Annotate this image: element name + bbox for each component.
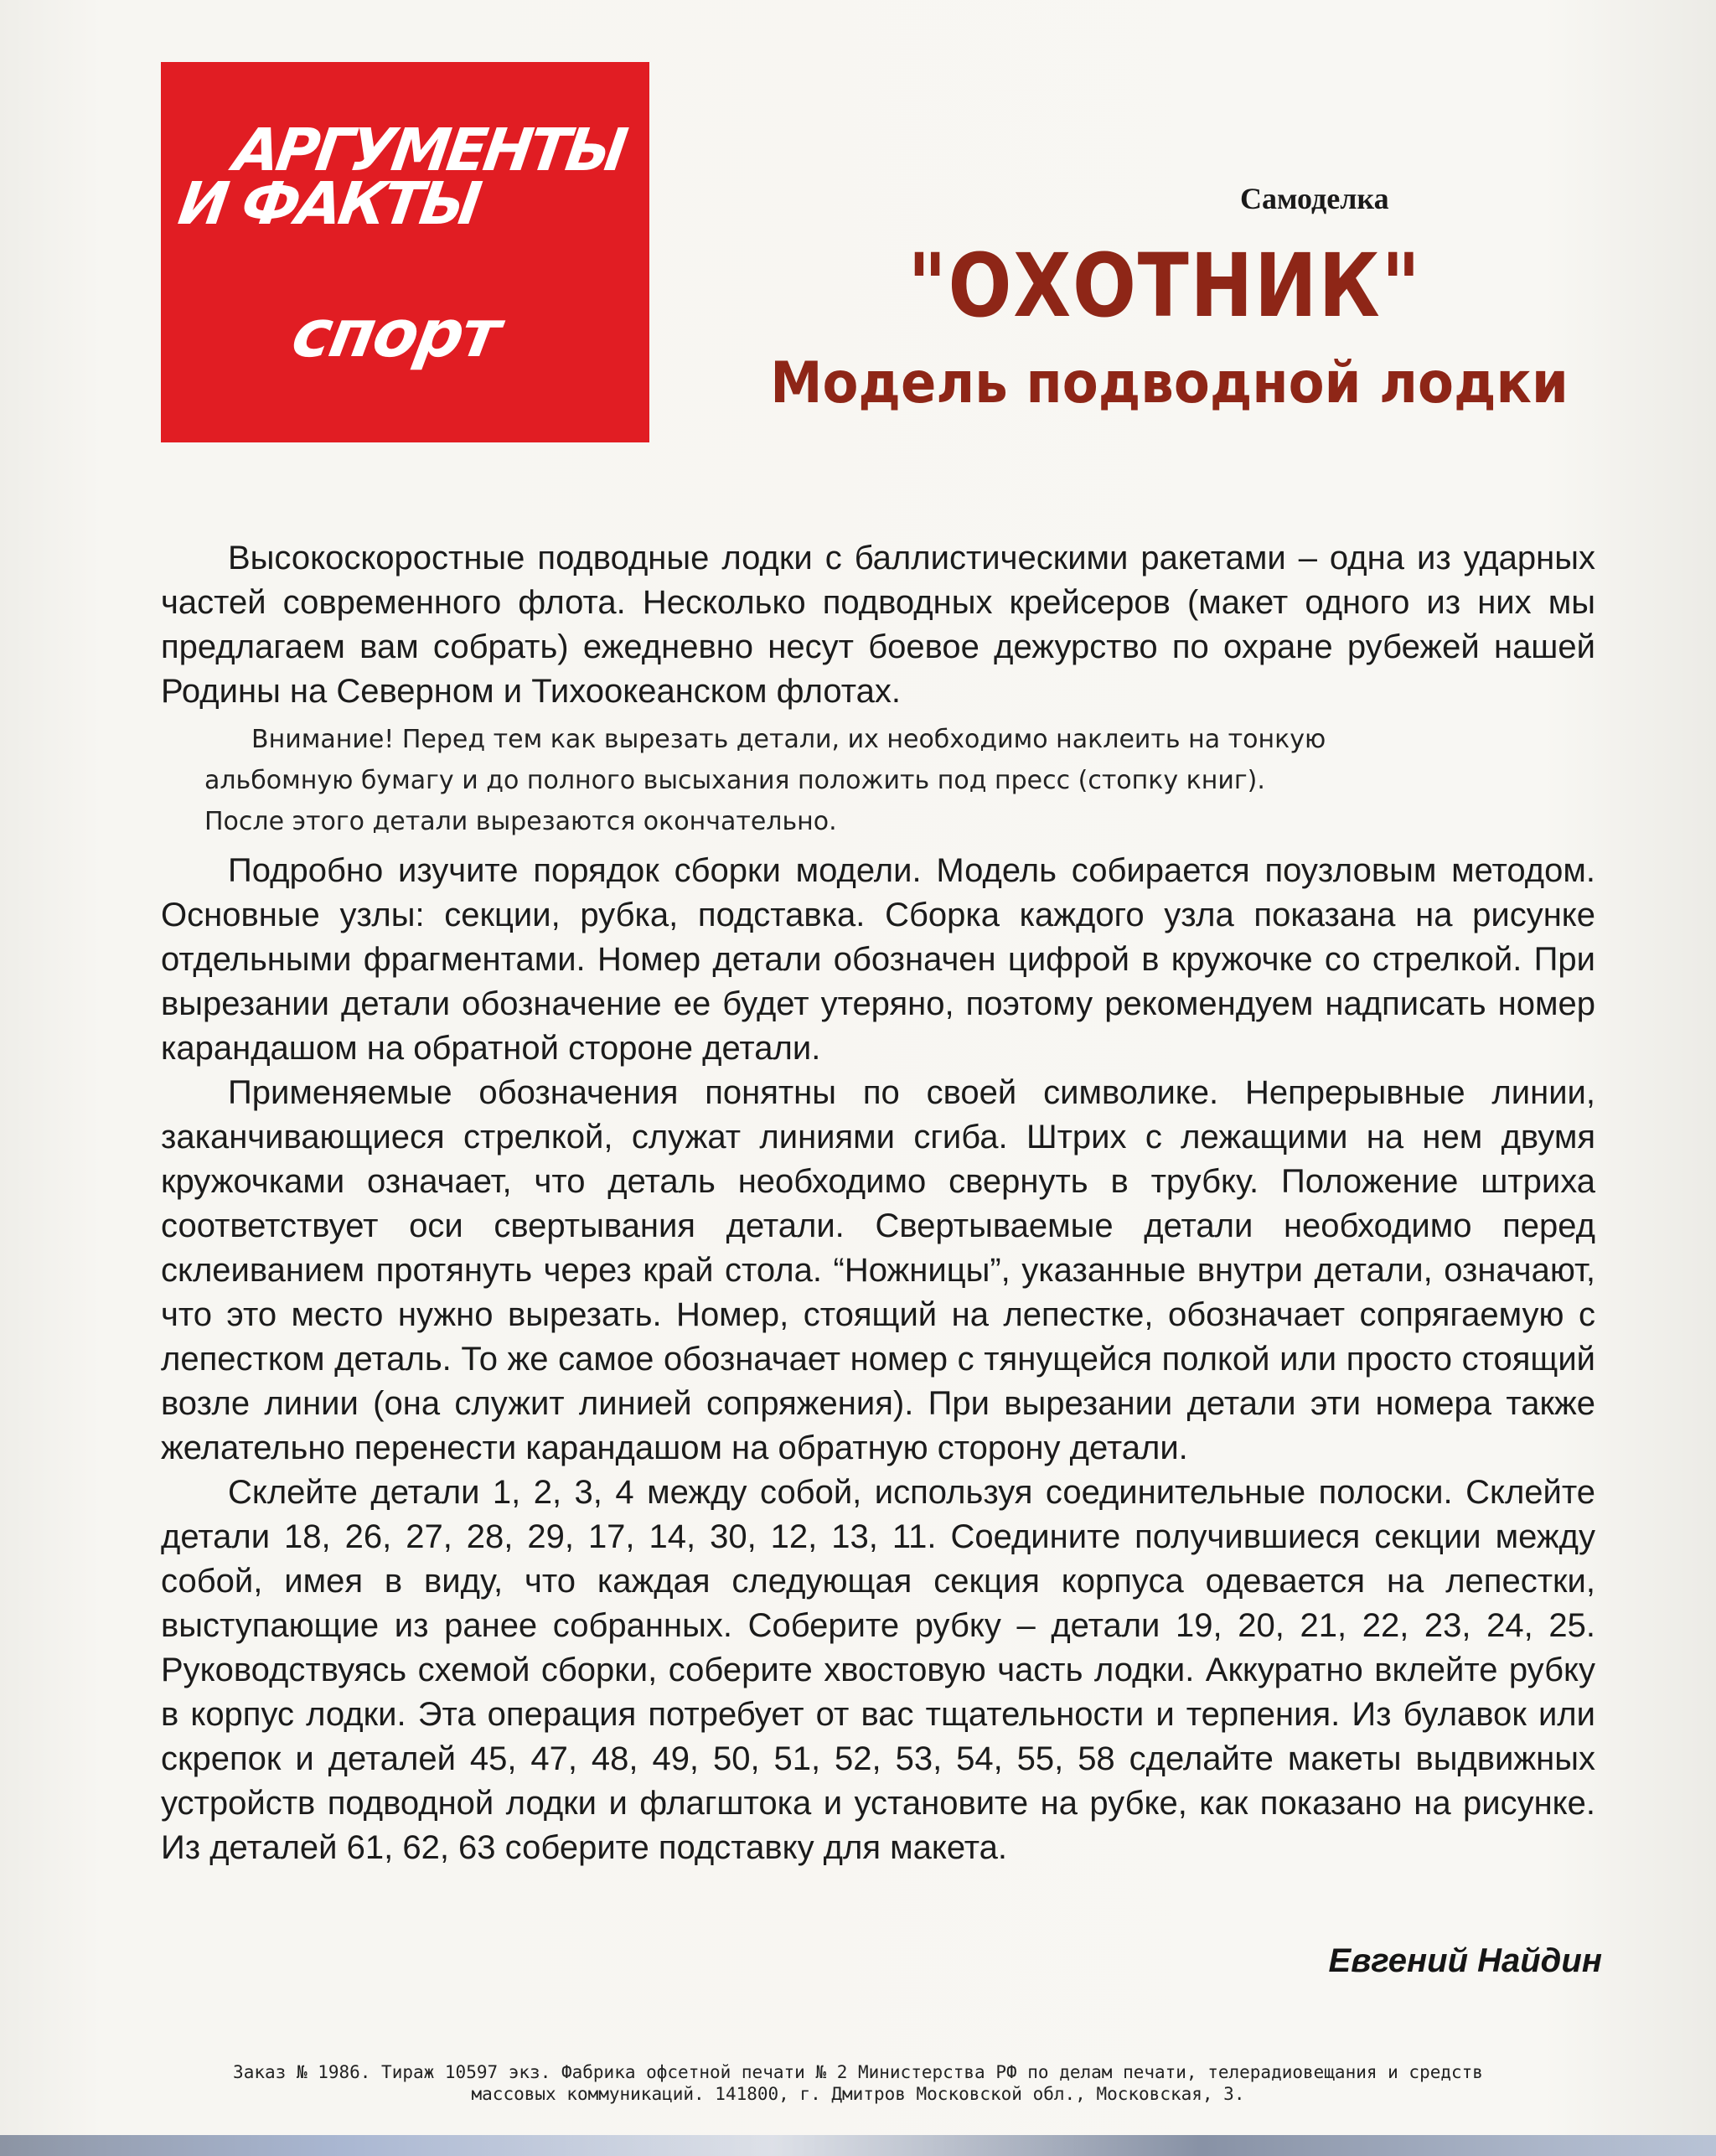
paragraph-instructions: Склейте детали 1, 2, 3, 4 между собой, используя соединительные полоски. Склейте детали 18, 26, 27, 28, 29, 17, 14, 30, 12, 13, 11. Соедините получившиеся секции между собой, имея в виду, что каждая следующая секция корпуса одевается на лепестки, выступающие из ранее собранных. Соберите рубку – детали 19, 20, 21, 22, 23, 24, 25. Руководствуясь схемой сборки, соберите хвостовую часть лодки. Аккуратно вклейте рубку в корпус лодки. Эта операция потребует от вас тщательности и терпения. Из булавок или скрепок и деталей 45, 47, 48, 49, 50, 51, 52, 53, 54, 55, 58 сделайте макеты выдвижных устройств подводной лодки и флагштока и установите на рубке, как показано на рисунке. Из деталей 61, 62, 63 соберите подставку для макета. [161,1474,1595,1866]
logo-title-line-2: И ФАКТЫ [174,169,483,238]
publisher-logo [161,62,649,442]
note-line: альбомную бумагу и до полного высыхания положить под пресс (стопку книг). [204,766,1265,795]
imprint-line-2: массовых коммуникаций. 141800, г. Дмитров Московской обл., Московская, 3. [471,2084,1245,2104]
page-title: "ОХОТНИК" [907,235,1422,337]
article-body [161,536,1595,1870]
warning-note [204,719,1662,842]
paragraph-symbols: Применяемые обозначения понятны по своей символике. Непрерывные линии, заканчивающиеся стрелкой, служат линиями сгиба. Штрих с лежащими на нем двумя кружочками означает, что деталь необходимо свернуть в трубку. Положение штриха соответствует оси свертывания детали. Свертываемые детали необходимо перед склеиванием протянуть через край стола. “Ножницы”, указанные внутри детали, означают, что это место нужно вырезать. Номер, стоящий на лепестке, обозначает сопрягаемую с лепестком деталь. То же самое обозначает номер с тянущейся полкой или просто стоящий возле линии (она служит линией сопряжения). При вырезании детали эти номера также желательно перенести карандашом на обратную сторону детали. [161,1074,1595,1466]
note-line: Внимание! Перед тем как вырезать детали, их необходимо наклеить на тонкую [251,725,1326,754]
author-name: Евгений Найдин [1328,1942,1602,1979]
paragraph-assembly-order: Подробно изучите порядок сборки модели. Модель собирается поузловым методом. Основные узлы: секции, рубка, подставка. Сборка каждого узла показана на рисунке отдельными фрагментами. Номер детали обозначен цифрой в кружочке со стрелкой. При вырезании детали обозначение ее будет утеряно, поэтому рекомендуем надписать номер карандашом на обратной стороне детали. [161,852,1595,1067]
imprint-line-1: Заказ № 1986. Тираж 10597 экз. Фабрика офсетной печати № 2 Министерства РФ по делам печати, телерадиовещания и средств [233,2062,1483,2082]
imprint-footer [134,2061,1582,2105]
note-line: После этого детали вырезаются окончательно. [204,807,837,836]
paragraph-intro: Высокоскоростные подводные лодки с баллистическими ракетами – одна из ударных частей современного флота. Несколько подводных крейсеров (макет одного из них мы предлагаем вам собрать) ежедневно несут боевое дежурство по охране рубежей нашей Родины на Северном и Тихоокеанском флотах. [161,540,1595,710]
logo-subtitle: спорт [287,297,505,372]
section-rubric: Самоделка [1240,182,1389,215]
logo-title-line-1: АРГУМЕНТЫ [230,116,629,184]
scan-bottom-edge [0,2135,1716,2156]
page-subtitle: Модель подводной лодки [770,350,1569,416]
